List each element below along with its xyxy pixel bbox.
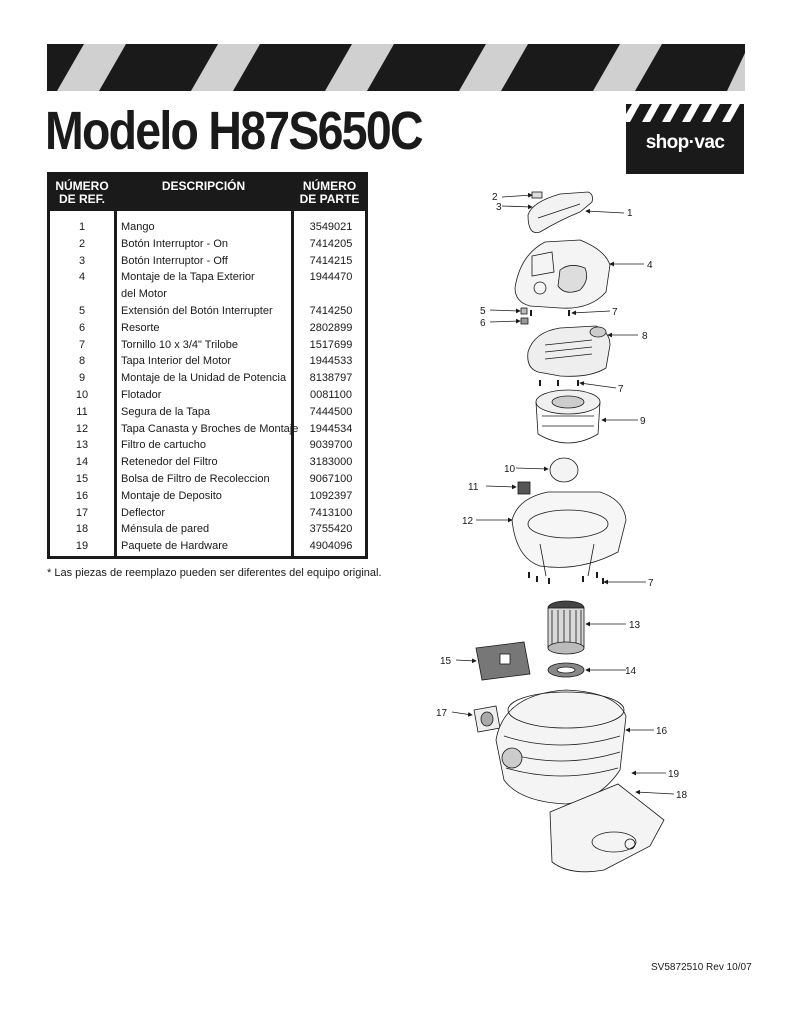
- footnote: * Las piezas de reemplazo pueden ser diferentes del equipo original.: [47, 567, 382, 579]
- description-cell: Tapa Interior del Motor: [121, 355, 232, 368]
- description-cell: Tapa Canasta y Broches de Montaje: [121, 422, 299, 435]
- part-number-cell: 1092397: [309, 489, 353, 502]
- table-row: [50, 353, 365, 369]
- revision-code: SV5872510 Rev 10/07: [651, 962, 752, 973]
- table-row: [50, 488, 365, 504]
- description-cell: Botón Interruptor - On: [121, 237, 228, 250]
- part-number-cell: 1944534: [309, 422, 353, 435]
- callout-9: 9: [640, 416, 646, 427]
- ref-cell: 13: [75, 439, 89, 452]
- table-row: [50, 454, 365, 470]
- callout-15: 15: [440, 656, 452, 667]
- collection-bag-part: [476, 642, 530, 680]
- ref-cell: 4: [78, 271, 86, 284]
- logo-text: shop·vac: [645, 132, 725, 153]
- header-ref-number: NÚMERO DE REF.: [55, 179, 109, 206]
- part-number-cell: 3755420: [309, 523, 353, 536]
- part-number-cell: 1517699: [309, 338, 353, 351]
- callout-14: 14: [625, 666, 637, 677]
- part-number-cell: 3549021: [309, 221, 353, 233]
- part-number-cell: 1944533: [309, 355, 353, 368]
- callout-16: 16: [656, 726, 668, 737]
- table-row: [50, 370, 365, 386]
- ref-cell: 5: [78, 305, 86, 317]
- description-cell: Tornillo 10 x 3/4" Trilobe: [121, 338, 239, 351]
- ref-cell: 10: [75, 389, 89, 401]
- description-cell: Resorte: [121, 321, 160, 334]
- callout-5: 5: [480, 306, 486, 317]
- table-row: [50, 320, 365, 336]
- callout-18: 18: [676, 790, 688, 801]
- table-row: [50, 387, 365, 403]
- callout-7: 7: [612, 307, 618, 318]
- part-number-cell: 9067100: [309, 473, 353, 485]
- table-row: [50, 303, 365, 319]
- ref-cell: 6: [78, 321, 86, 334]
- table-row: [50, 505, 365, 521]
- callout-4: 4: [647, 260, 653, 271]
- ref-cell: 18: [75, 523, 89, 536]
- switch-extension-part: [521, 308, 528, 324]
- part-number-cell: 2802899: [309, 321, 353, 334]
- description-cell: Flotador: [121, 389, 162, 401]
- ref-cell: 19: [75, 540, 89, 553]
- description-cell: Montaje de la Unidad de Potencia: [121, 372, 287, 385]
- ref-cell: 8: [78, 355, 86, 368]
- ref-cell: 11: [76, 405, 88, 418]
- part-number-cell: 7413100: [309, 506, 353, 519]
- callout-6: 6: [480, 318, 486, 329]
- ref-cell: 15: [75, 473, 89, 485]
- part-number-cell: 9039700: [309, 439, 353, 452]
- table-row: [50, 404, 365, 420]
- description-cell: Mango: [121, 221, 155, 233]
- description-cell: Bolsa de Filtro de Recoleccion: [121, 473, 270, 485]
- tank-part: [496, 690, 626, 804]
- part-number-cell: 7414205: [309, 237, 353, 250]
- parts-table: [47, 172, 368, 559]
- callout-12: 12: [462, 516, 474, 527]
- ref-cell: 9: [78, 372, 86, 385]
- deflector-part: [474, 706, 500, 732]
- exterior-lid-part: [515, 240, 610, 308]
- shop-vac-logo: [626, 104, 744, 174]
- ref-cell: 17: [75, 506, 89, 519]
- part-number-cell: 7444500: [309, 405, 353, 418]
- table-row: [50, 521, 365, 537]
- part-number-cell: 8138797: [309, 372, 353, 385]
- float-part: [550, 458, 578, 482]
- header-part-number: NÚMERO DE PARTE: [299, 179, 360, 206]
- description-cell: Botón Interruptor - Off: [121, 254, 228, 267]
- callout-3: 3: [496, 202, 502, 213]
- table-row: [50, 253, 365, 269]
- callout-19: 19: [668, 769, 680, 780]
- callout-7: 7: [618, 384, 624, 395]
- ref-cell: 14: [75, 456, 89, 469]
- description-cell: Filtro de cartucho: [121, 439, 206, 452]
- description-cell: Montaje de Deposito: [121, 489, 222, 502]
- callout-8: 8: [642, 331, 648, 342]
- description-cell: Montaje de la Tapa Exterior: [121, 271, 255, 284]
- description-cell: Segura de la Tapa: [121, 405, 211, 418]
- hazard-stripe-banner: [47, 44, 745, 91]
- table-header: [50, 175, 365, 211]
- callout-17: 17: [436, 708, 448, 719]
- table-row: [50, 471, 365, 487]
- table-row: [50, 538, 365, 554]
- callout-2: 2: [492, 192, 498, 203]
- table-row: [50, 337, 365, 353]
- inner-motor-lid-part: [528, 326, 610, 376]
- ref-cell: 16: [75, 489, 89, 502]
- description-cell: Extensión del Botón Interrupter: [121, 305, 273, 317]
- part-number-cell: 4904096: [309, 540, 353, 553]
- lid-latch-part: [518, 482, 530, 494]
- description-cell: del Motor: [121, 288, 167, 301]
- part-number-cell: 7414215: [309, 254, 353, 267]
- header-description: DESCRIPCIÓN: [161, 179, 246, 193]
- description-cell: Ménsula de pared: [121, 523, 210, 536]
- filter-retainer-part: [548, 663, 584, 677]
- page-title: Modelo H87S650C: [45, 101, 422, 161]
- description-cell: Paquete de Hardware: [121, 540, 229, 553]
- exploded-parts-diagram: [420, 180, 720, 880]
- power-unit-part: [536, 390, 600, 443]
- handle-part: [528, 192, 593, 233]
- ref-cell: 12: [75, 422, 89, 435]
- ref-cell: 1: [78, 221, 86, 233]
- callout-13: 13: [629, 620, 641, 631]
- description-cell: Retenedor del Filtro: [121, 456, 218, 469]
- ref-cell: 2: [78, 237, 86, 250]
- table-row: [50, 421, 365, 437]
- table-row: [50, 219, 365, 235]
- callout-11: 11: [468, 482, 479, 493]
- part-number-cell: 1944470: [309, 271, 353, 284]
- callout-1: 1: [627, 208, 633, 219]
- table-row: [50, 286, 365, 302]
- basket-part: [512, 492, 626, 576]
- part-number-cell: 0081100: [309, 389, 352, 401]
- description-cell: Deflector: [121, 506, 166, 519]
- table-row: [50, 269, 365, 285]
- callout-7: 7: [648, 578, 654, 589]
- part-number-cell: 3183000: [309, 456, 353, 469]
- table-row: [50, 236, 365, 252]
- table-row: [50, 437, 365, 453]
- callout-10: 10: [504, 464, 516, 475]
- ref-cell: 3: [78, 254, 86, 267]
- cartridge-filter-part: [548, 601, 584, 654]
- part-number-cell: 7414250: [309, 305, 353, 317]
- ref-cell: 7: [78, 338, 86, 351]
